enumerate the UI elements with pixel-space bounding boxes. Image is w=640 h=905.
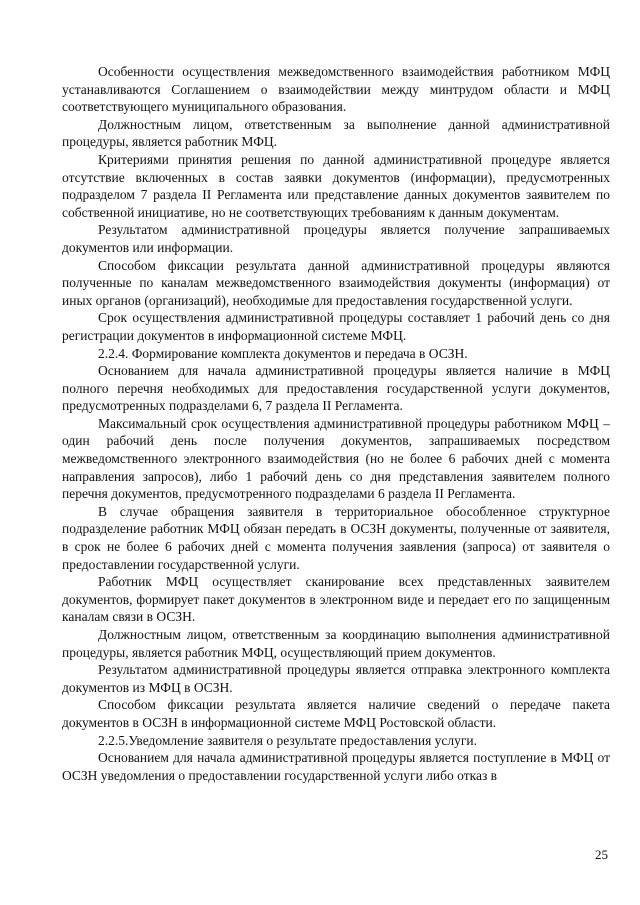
paragraph: Способом фиксации результата является наличие сведений о передаче пакета документов в ОСЗН в информационной системе МФЦ Ростовской области. [62,697,610,730]
section-heading: 2.2.5.Уведомление заявителя о результате предоставления услуги. [98,732,478,748]
paragraph: В случае обращения заявителя в территориальное обособленное структурное подразделение работник МФЦ обязан передать в ОСЗН документы, полученные от заявителя, в срок не более 6 рабочих дней с момента получения заявления (запроса) от заявителя о предоставлении государственной услуги. [62,503,610,572]
paragraph: Результатом административной процедуры является отправка электронного комплекта документов из МФЦ в ОСЗН. [62,662,610,695]
section-heading: 2.2.4. Формирование комплекта документов и передача в ОСЗН. [98,345,468,361]
paragraph: Основанием для начала административной процедуры является наличие в МФЦ полного перечня необходимых для предоставления государственной услуги документов, предусмотренных подразделами 6, 7 раздела II Регламента. [62,363,610,414]
page-number: 25 [595,847,608,862]
paragraph: Основанием для начала административной процедуры является поступление в МФЦ от ОСЗН уведомления о предоставлении государственной услуги либо отказ в [62,750,610,783]
paragraph: Должностным лицом, ответственным за выполнение данной административной процедуры, является работник МФЦ. [62,116,610,150]
paragraph: Работник МФЦ осуществляет сканирование всех представленных заявителем документов, формирует пакет документов в электронном виде и передает его по защищенным каналам связи в ОСЗН. [62,574,610,625]
paragraph: Максимальный срок осуществления административной процедуры работником МФЦ – один рабочий день после получения документов, запрашиваемых посредством межведомственного электронного взаимодействия (но не более 6 рабочих дней с момента направления запросов), либо 1 рабочий день со дня представления заявителем полного перечня документов, предусмотренного подразделами 6 раздела II Регламента. [62,415,610,502]
paragraph: Критериями принятия решения по данной административной процедуре является отсутствие включенных в состав заявки документов (информации), предусмотренных подразделом 7 раздела II Регламента или представление данных документов заявителем по собственной инициативе, но не соответствующих требованиям к данным документам. [62,151,610,220]
paragraph: Особенности осуществления межведомственного взаимодействия работником МФЦ устанавливаются Соглашением о взаимодействии между минтрудом области и МФЦ соответствующего муниципального образования. [62,64,610,115]
paragraph: Должностным лицом, ответственным за координацию выполнения административной процедуры, является работник МФЦ, осуществляющий прием документов. [62,627,610,660]
paragraph: Способом фиксации результата данной административной процедуры являются полученные по каналам межведомственного взаимодействия документы (информация) от иных органов (организаций), необходимые для предоставления государственной услуги. [62,257,610,308]
body-text [62,63,610,784]
paragraph: Результатом административной процедуры является получение запрашиваемых документов или информации. [62,222,610,255]
paragraph: Срок осуществления административной процедуры составляет 1 рабочий день со дня регистрации документов в информационной системе МФЦ. [62,310,610,343]
